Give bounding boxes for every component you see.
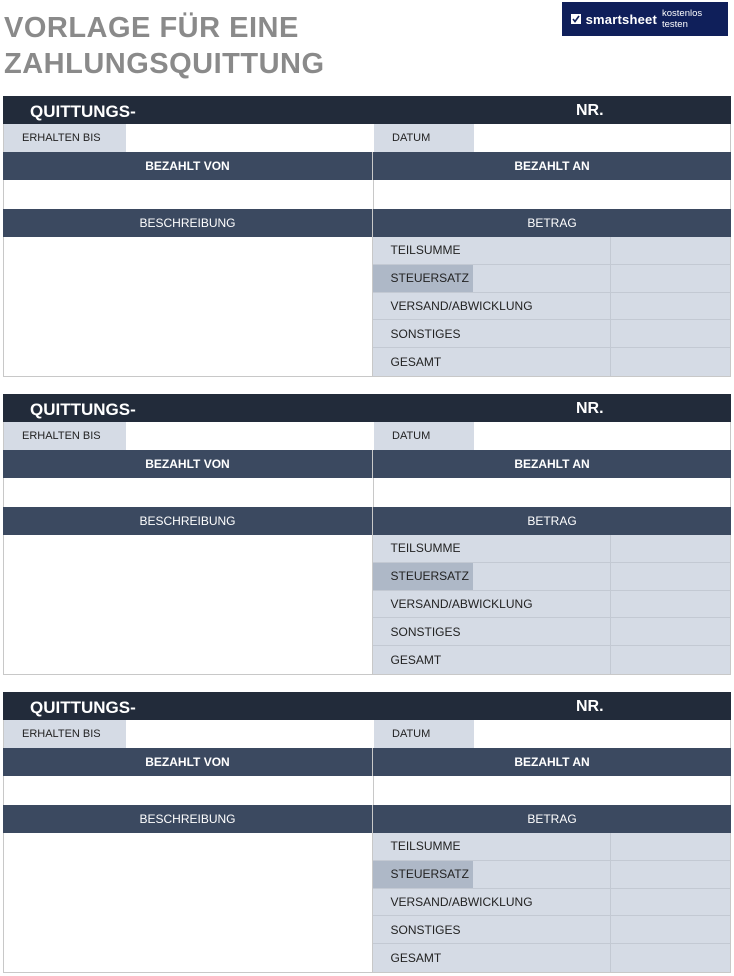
date-label: DATUM xyxy=(374,124,474,152)
other-field[interactable] xyxy=(611,916,731,943)
paid-to-field[interactable] xyxy=(374,180,730,209)
shipping-field[interactable] xyxy=(611,591,731,618)
brand-name: smartsheet xyxy=(585,11,657,27)
description-label: BESCHREIBUNG xyxy=(3,805,373,833)
date-label: DATUM xyxy=(374,720,474,748)
tax-rate-label: STEUERSATZ xyxy=(373,861,473,888)
page-title-line-1: VORLAGE FÜR EINE xyxy=(4,12,299,44)
received-by-field[interactable] xyxy=(126,720,374,748)
receipt-number-label: NR. xyxy=(576,698,604,715)
receipt-header xyxy=(3,692,731,720)
paid-by-label: BEZAHLT VON xyxy=(3,450,373,478)
date-field[interactable] xyxy=(474,124,730,152)
description-header-row xyxy=(3,209,731,237)
brand-cta: kostenlos testen xyxy=(661,8,703,30)
other-field[interactable] xyxy=(611,320,731,347)
subtotal-field[interactable] xyxy=(611,237,731,264)
other-row xyxy=(373,618,731,646)
amount-label: BETRAG xyxy=(527,812,577,826)
description-field[interactable] xyxy=(4,535,373,674)
paid-to-field[interactable] xyxy=(374,478,730,507)
shipping-label: VERSAND/ABWICKLUNG xyxy=(390,894,533,909)
receipt-title: QUITTUNGS- xyxy=(30,102,136,121)
received-by-field[interactable] xyxy=(126,422,374,450)
receipt-title: QUITTUNGS- xyxy=(30,698,136,717)
party-header-row xyxy=(3,450,731,478)
shipping-label: VERSAND/ABWICKLUNG xyxy=(390,298,533,313)
tax-rate-label: STEUERSATZ xyxy=(373,265,473,292)
shipping-field[interactable] xyxy=(611,293,731,320)
subtotal-row xyxy=(373,833,731,861)
total-label: GESAMT xyxy=(390,653,442,668)
receipt-body xyxy=(3,237,731,377)
tax-row xyxy=(373,265,731,293)
tax-row xyxy=(373,861,731,889)
subtotal-label: TEILSUMME xyxy=(390,243,461,258)
total-field[interactable] xyxy=(611,348,731,376)
received-by-field[interactable] xyxy=(126,124,374,152)
check-icon xyxy=(571,14,581,24)
paid-by-label: BEZAHLT VON xyxy=(3,748,373,776)
other-row xyxy=(373,320,731,348)
party-values-row xyxy=(3,478,731,507)
page-title-line-2: ZAHLUNGSQUITTUNG xyxy=(4,48,325,80)
totals-table xyxy=(373,833,731,972)
receipt-number-label: NR. xyxy=(576,102,604,119)
paid-to-label: BEZAHLT AN xyxy=(514,755,590,769)
subtotal-label: TEILSUMME xyxy=(390,541,461,556)
paid-by-field[interactable] xyxy=(4,776,374,805)
description-field[interactable] xyxy=(4,237,373,376)
tax-field[interactable] xyxy=(611,265,731,292)
paid-by-label: BEZAHLT VON xyxy=(3,152,373,180)
total-field[interactable] xyxy=(611,944,731,972)
receipt-body xyxy=(3,535,731,675)
date-label: DATUM xyxy=(374,422,474,450)
description-header-row xyxy=(3,507,731,535)
smartsheet-trial-button[interactable] xyxy=(562,2,728,36)
paid-to-label: BEZAHLT AN xyxy=(514,457,590,471)
other-row xyxy=(373,916,731,944)
description-header-row xyxy=(3,805,731,833)
party-values-row xyxy=(3,776,731,805)
tax-field[interactable] xyxy=(611,563,731,590)
paid-to-label: BEZAHLT AN xyxy=(514,159,590,173)
receipt-header xyxy=(3,96,731,124)
shipping-row xyxy=(373,293,731,321)
tax-row xyxy=(373,563,731,591)
date-field[interactable] xyxy=(474,720,730,748)
receipt-info-row xyxy=(3,422,731,450)
amount-label: BETRAG xyxy=(527,216,577,230)
party-header-row xyxy=(3,152,731,180)
party-header-row xyxy=(3,748,731,776)
total-label: GESAMT xyxy=(390,355,442,370)
received-by-label: ERHALTEN BIS xyxy=(4,422,126,450)
subtotal-row xyxy=(373,535,731,563)
subtotal-row xyxy=(373,237,731,265)
date-field[interactable] xyxy=(474,422,730,450)
tax-rate-label: STEUERSATZ xyxy=(373,563,473,590)
other-label: SONSTIGES xyxy=(390,624,461,639)
paid-by-field[interactable] xyxy=(4,478,374,507)
subtotal-field[interactable] xyxy=(611,535,731,562)
receipt-info-row xyxy=(3,720,731,748)
receipt-number-label: NR. xyxy=(576,400,604,417)
totals-table xyxy=(373,535,731,674)
receipt-info-row xyxy=(3,124,731,152)
shipping-row xyxy=(373,889,731,917)
total-label: GESAMT xyxy=(390,951,442,966)
shipping-label: VERSAND/ABWICKLUNG xyxy=(390,596,533,611)
total-row xyxy=(373,944,731,972)
description-label: BESCHREIBUNG xyxy=(3,209,373,237)
other-field[interactable] xyxy=(611,618,731,645)
receipt-header xyxy=(3,394,731,422)
subtotal-field[interactable] xyxy=(611,833,731,860)
received-by-label: ERHALTEN BIS xyxy=(4,124,126,152)
other-label: SONSTIGES xyxy=(390,326,461,341)
total-row xyxy=(373,348,731,376)
paid-to-field[interactable] xyxy=(374,776,730,805)
shipping-field[interactable] xyxy=(611,889,731,916)
other-label: SONSTIGES xyxy=(390,922,461,937)
received-by-label: ERHALTEN BIS xyxy=(4,720,126,748)
description-label: BESCHREIBUNG xyxy=(3,507,373,535)
description-field[interactable] xyxy=(4,833,373,972)
paid-by-field[interactable] xyxy=(4,180,374,209)
total-field[interactable] xyxy=(611,646,731,674)
subtotal-label: TEILSUMME xyxy=(390,839,461,854)
receipt-title: QUITTUNGS- xyxy=(30,400,136,419)
page-title xyxy=(4,10,325,82)
total-row xyxy=(373,646,731,674)
shipping-row xyxy=(373,591,731,619)
totals-table xyxy=(373,237,731,376)
amount-label: BETRAG xyxy=(527,514,577,528)
tax-field[interactable] xyxy=(611,861,731,888)
receipt-body xyxy=(3,833,731,973)
party-values-row xyxy=(3,180,731,209)
